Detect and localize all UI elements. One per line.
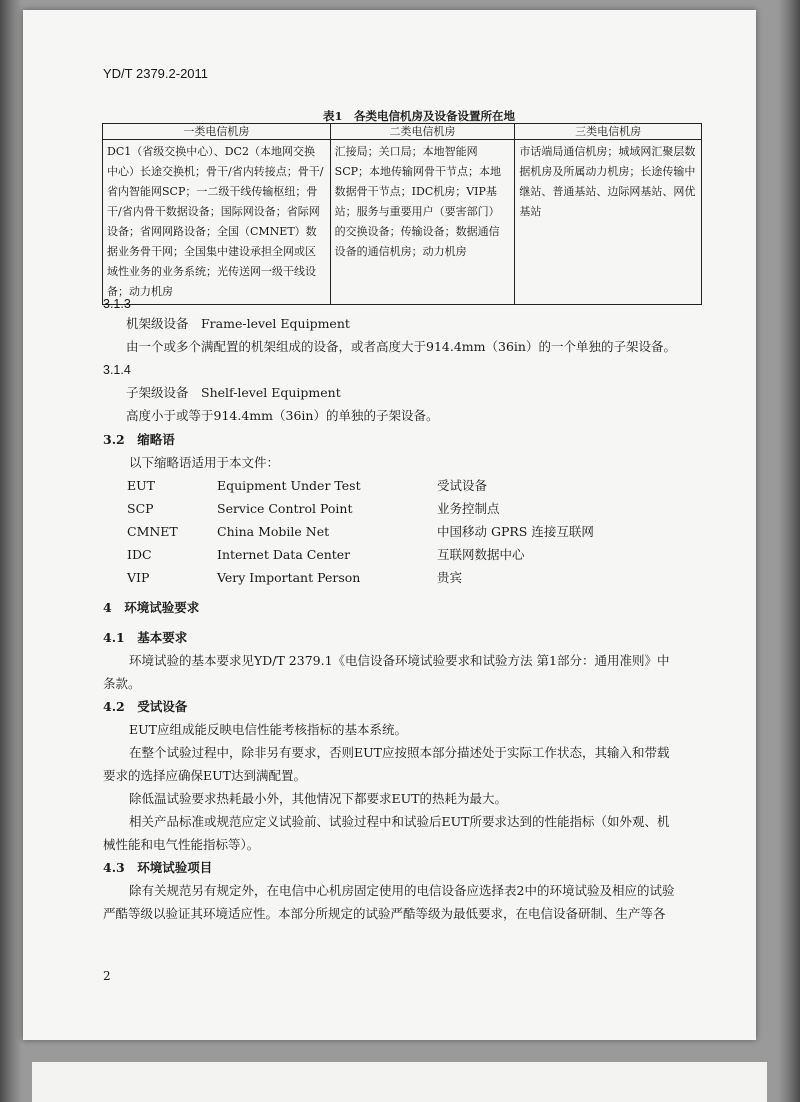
abbr-term: IDC (127, 547, 152, 562)
facility-classification-table (102, 123, 702, 305)
section-heading: 4.2 受试设备 (103, 699, 188, 714)
abbr-term: SCP (127, 501, 154, 516)
standard-header: YD/T 2379.2-2011 (103, 66, 209, 81)
page-number: 2 (103, 969, 111, 983)
term-definition: 高度小于或等于914.4mm（36in）的单独的子架设备。 (126, 408, 439, 423)
paragraph: 相关产品标准或规范应定义试验前、试验过程中和试验后EUT所要求达到的性能指标（如外观、机 (129, 814, 670, 829)
abbr-expansion: Equipment Under Test (217, 478, 361, 493)
paragraph: 在整个试验过程中，除非另有要求，否则EUT应按照本部分描述处于实际工作状态，其输入和带载 (129, 745, 670, 760)
section-heading: 4.1 基本要求 (103, 630, 188, 645)
term-definition: 由一个或多个满配置的机架组成的设备，或者高度大于914.4mm（36in）的一个单独的子架设备。 (126, 339, 676, 354)
table-row (103, 140, 702, 305)
section-heading: 3.2 缩略语 (103, 432, 175, 447)
term-heading: 机架级设备 Frame-level Equipment (126, 316, 350, 331)
paragraph: 除有关规范另有规定外，在电信中心机房固定使用的电信设备应选择表2中的环境试验及相应的试验 (129, 883, 675, 898)
paragraph: 条款。 (103, 676, 141, 691)
paragraph: 除低温试验要求热耗最小外，其他情况下都要求EUT的热耗为最大。 (129, 791, 507, 806)
table-cell: 汇接局；关口局；本地智能网SCP；本地传输网骨干节点；本地数据骨干节点；IDC机房；VIP基站；服务与重要用户（要害部门）的交换设备；传输设备；数据通信设备的通信机房；动力机房 (330, 140, 515, 305)
document-page (23, 10, 756, 1040)
abbr-translation: 贵宾 (437, 570, 463, 585)
abbr-term: VIP (127, 570, 150, 585)
table-header-row (103, 124, 702, 140)
paragraph: 要求的选择应确保EUT达到满配置。 (103, 768, 306, 783)
next-page-edge (32, 1062, 767, 1102)
table-cell: 市话端局通信机房；城域网汇聚层数据机房及所属动力机房；长途传输中继站、普通基站、边际网基站、网优基站 (515, 140, 702, 305)
section-heading: 4 环境试验要求 (103, 600, 200, 615)
table-cell: DC1（省级交换中心）、DC2（本地网交换中心）长途交换机；骨干/省内转接点；骨干/省内智能网SCP；一二级干线传输枢纽；骨干/省内骨干数据设备；国际网设备；省际网设备；省网网路设备；全国（CMNET）数据业务骨干网；全国集中建设承担全网或区域性业务的业务系统；光传送网一级干线设备；动力机房 (103, 140, 331, 305)
column-header: 三类电信机房 (515, 124, 702, 140)
paragraph: 以下缩略语适用于本文件： (129, 455, 280, 470)
abbr-translation: 受试设备 (437, 478, 488, 493)
abbr-translation: 互联网数据中心 (437, 547, 525, 562)
abbr-expansion: Very Important Person (217, 570, 361, 585)
table-caption: 表1 各类电信机房及设备设置所在地 (323, 109, 515, 123)
paragraph: EUT应组成能反映电信性能考核指标的基本系统。 (129, 722, 407, 737)
abbr-expansion: Service Control Point (217, 501, 353, 516)
paragraph: 环境试验的基本要求见YD/T 2379.1《电信设备环境试验要求和试验方法 第1部分：通用准则》中 (129, 653, 670, 668)
paragraph: 械性能和电气性能指标等）。 (103, 837, 260, 852)
paragraph: 严酷等级以验证其环境适应性。本部分所规定的试验严酷等级为最低要求，在电信设备研制、生产等各 (103, 906, 666, 921)
section-heading: 4.3 环境试验项目 (103, 860, 213, 875)
term-heading: 子架级设备 Shelf-level Equipment (126, 385, 341, 400)
abbr-translation: 业务控制点 (437, 501, 500, 516)
abbr-term: CMNET (127, 524, 178, 539)
column-header: 一类电信机房 (103, 124, 331, 140)
abbr-expansion: China Mobile Net (217, 524, 330, 539)
abbr-translation: 中国移动 GPRS 连接互联网 (437, 524, 594, 539)
section-number: 3.1.3 (103, 297, 131, 311)
column-header: 二类电信机房 (330, 124, 515, 140)
abbr-expansion: Internet Data Center (217, 547, 351, 562)
section-number: 3.1.4 (103, 363, 131, 377)
abbr-term: EUT (127, 478, 155, 493)
